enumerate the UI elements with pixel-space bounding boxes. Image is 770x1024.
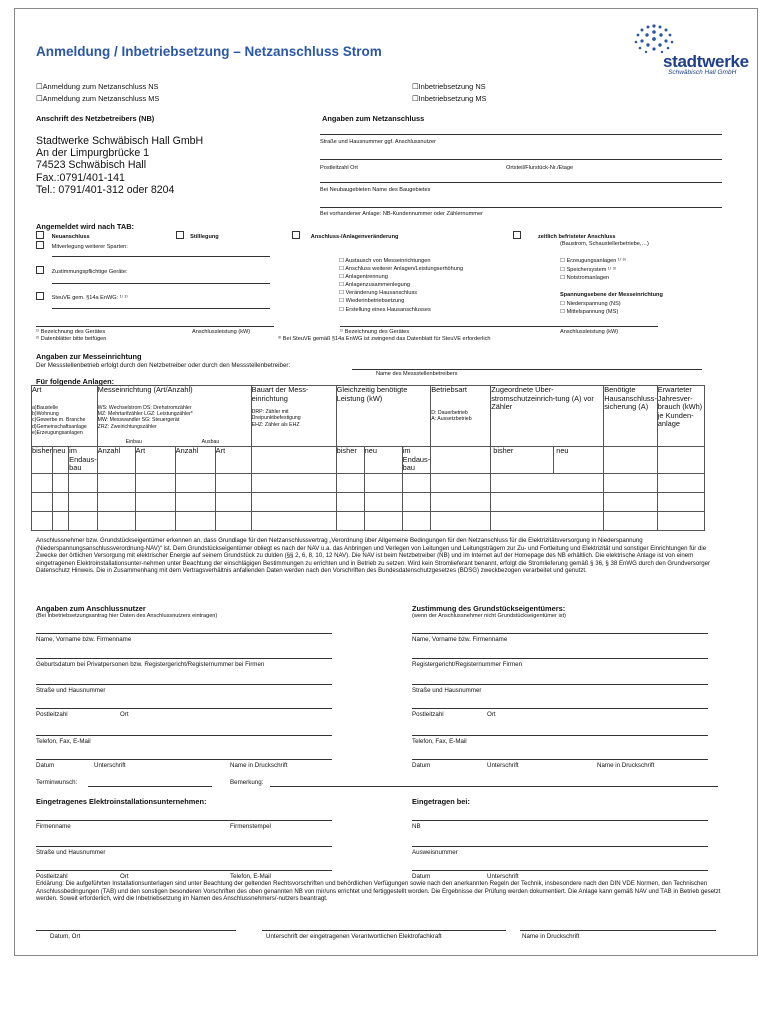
sub-neu: neu: [553, 447, 568, 473]
checkbox-icon: [36, 231, 44, 239]
art-item: b)Wohnung: [32, 410, 59, 417]
existing-field[interactable]: [320, 207, 722, 208]
footnote-1: ¹⁾ Bezeichnung des Gerätes: [36, 329, 106, 335]
owner-print-label: Name in Druckschrift: [597, 762, 655, 769]
owner-name-label: Name, Vorname bzw. Firmenname: [412, 636, 508, 643]
messe-legend: MZ: Mehrtarifzähler LGZ: Leistungzähler*: [97, 410, 193, 417]
change-option[interactable]: ☐ Veränderung Hausanschluss: [339, 290, 418, 297]
postal-field[interactable]: [320, 159, 722, 160]
operator-line: Fax.:0791/401-141: [36, 171, 125, 184]
remarks-field[interactable]: [270, 786, 718, 787]
installer-firm-label: Firmenname: [36, 823, 71, 830]
user-ort-label: Ort: [120, 711, 129, 718]
user-plz-label: Postleitzahl: [36, 711, 68, 718]
meter-operator-field[interactable]: [352, 369, 702, 370]
owner-ort-label: Ort: [487, 711, 496, 718]
art-item: e)Erzeugungsanlagen: [32, 430, 83, 437]
user-birth-field[interactable]: [36, 658, 332, 659]
art-item: a)Baustelle: [32, 404, 58, 411]
messe-legend: ZRZ: Zweirichtungszähler: [97, 423, 157, 430]
col-art-title: Art: [32, 385, 42, 394]
footer-date-label: Datum, Ort: [50, 933, 81, 940]
user-street-label: Straße und Hausnummer: [36, 687, 106, 694]
user-date-label: Datum: [36, 762, 55, 769]
street-field[interactable]: [320, 134, 722, 135]
sub-anzahl: Anzahl: [175, 447, 215, 474]
checkbox-inbetrieb-ns[interactable]: ☐Inbetriebsetzung NS: [412, 82, 486, 91]
installer-plz-label: Postleitzahl: [36, 873, 68, 880]
footnote-2: ²⁾ Datenblätter bitte beifügen: [36, 336, 107, 342]
footer-print-label: Name in Druckschrift: [522, 933, 580, 940]
change-option[interactable]: ☐ Anlagentrennung: [339, 274, 388, 281]
operator-line: Tel.: 0791/401-312 oder 8204: [36, 183, 175, 196]
steuve-field[interactable]: [52, 308, 270, 309]
sub-bisher: bisher: [336, 447, 364, 474]
temporary-label: zeitlich befristeter Anschluss: [538, 234, 616, 240]
voltage-option[interactable]: ☐ Niederspannung (NS): [560, 301, 621, 307]
sub-im: im Endaus-bau: [69, 446, 97, 472]
devices-row[interactable]: [36, 266, 128, 276]
col-art: [32, 386, 98, 447]
existing-label: Bei vorhandener Anlage: NB-Kundennummer oder Zählernummer: [320, 211, 483, 217]
owner-date-label: Datum: [412, 762, 431, 769]
table-header-row: [32, 386, 705, 447]
device-footnote-line: [36, 326, 274, 327]
change-option[interactable]: ☐ Austausch von Messeinrichtungen: [339, 258, 431, 264]
registered-nb-label: NB: [412, 823, 421, 830]
registered-id-field[interactable]: [412, 846, 708, 847]
registered-signature-label: Unterschrift: [487, 873, 519, 880]
operator-line: 74523 Schwäbisch Hall: [36, 159, 147, 172]
art-item: c)Gewerbe m. Branche: [32, 417, 86, 424]
footer-signature-field[interactable]: [262, 930, 506, 931]
installer-street-label: Straße und Hausnummer: [36, 849, 106, 856]
tab-heading: Angemeldet wird nach TAB:: [36, 222, 135, 231]
systems-table: [31, 385, 705, 531]
change-option[interactable]: ☐ Wiederinbetriebsetzung: [339, 298, 405, 305]
operator-line: Stadtwerke Schwäbisch Hall GmbH: [36, 135, 204, 147]
devices-label: Zustimmungspflichtige Geräte:: [51, 269, 128, 275]
betrieb-legend: D: Dauerbetrieb: [431, 409, 468, 416]
registered-date-label: Datum: [412, 873, 431, 880]
cell[interactable]: [604, 447, 658, 474]
right-option[interactable]: ☐ Speichersystem ¹⁾ ³⁾: [560, 266, 616, 273]
table-subheader-row: [32, 447, 705, 474]
change-option[interactable]: ☐ Anlagenzusammenlegung: [339, 282, 410, 289]
installer-firm-field[interactable]: [36, 820, 332, 821]
operator-heading: Anschrift des Netzbetreibers (NB): [36, 114, 155, 123]
ausbau-label: Ausbau: [201, 438, 220, 445]
grid-conn-heading: Angaben zum Netzanschluss: [322, 114, 425, 123]
owner-sub: (wenn der Anschlussnehmer nicht Grundstückseigentümer ist): [412, 613, 566, 619]
checkbox-icon: [36, 266, 44, 274]
wish-date-label: Terminwunsch:: [36, 779, 78, 786]
user-signature-field[interactable]: [36, 759, 332, 760]
co-laying-field[interactable]: [52, 256, 270, 257]
shutdown-label: Stilllegung: [190, 234, 219, 240]
footnote-3: ¹⁾ Bezeichnung des Gerätes: [340, 329, 410, 335]
cell[interactable]: [251, 447, 336, 474]
checkbox-icon: [36, 241, 44, 249]
voltage-heading: Spannungsebene der Messeinrichtung: [560, 292, 663, 298]
registered-id-label: Ausweisnummer: [412, 849, 458, 856]
change-label: Anschluss-/Anlagenveränderung: [310, 234, 399, 240]
steuve-row[interactable]: [36, 292, 128, 302]
sub-neu: neu: [364, 447, 402, 474]
footer-date-field[interactable]: [36, 930, 236, 931]
co-laying-row[interactable]: [36, 241, 128, 251]
checkbox-icon: [513, 231, 521, 239]
right-options: [560, 257, 626, 283]
sub-neu: neu: [53, 447, 69, 474]
col-bauart-title: Bauart der Mess-einrichtung: [251, 385, 309, 403]
owner-street-label: Straße und Hausnummer: [412, 687, 482, 694]
systems-heading: Für folgende Anlagen:: [36, 377, 115, 386]
user-birth-label: Geburtsdatum bei Privatpersonen bzw. Registergericht/Registernummer bei Firmen: [36, 661, 265, 668]
col-betrieb: [431, 386, 491, 447]
voltage-options: [560, 300, 621, 316]
col-betrieb-title: Betriebsart: [431, 385, 467, 394]
bauart-legend: EHZ: Zähler als EHZ: [251, 421, 300, 428]
sub-art: Art: [215, 447, 251, 474]
sub-zuge-split: [491, 447, 604, 474]
logo-wordmark: stadtwerke: [663, 52, 749, 71]
meter-text: Der Messstellenbetrieb erfolgt durch den Netzbetreiber oder durch den Messstellenbetreiber:: [36, 362, 291, 369]
logo-subtitle: Schwäbisch Hall GmbH: [668, 69, 737, 76]
operator-address: [36, 135, 203, 196]
user-heading: Angaben zum Anschlussnutzer: [36, 604, 146, 613]
owner-reg-label: Registergericht/Registernummer Firmen: [412, 661, 523, 668]
user-plz-field[interactable]: [36, 708, 332, 709]
table-row[interactable]: [32, 511, 705, 530]
meter-name-label: Name des Messstellenbetreibers: [376, 371, 458, 377]
cell[interactable]: [657, 447, 704, 474]
owner-signature-label: Unterschrift: [487, 762, 519, 769]
registered-signature-field[interactable]: [412, 870, 708, 871]
betrieb-legend: A: Aussetzbetrieb: [431, 415, 472, 422]
sub-anzahl: Anzahl: [97, 447, 135, 474]
installer-ort-label: Ort: [120, 873, 129, 880]
owner-phone-label: Telefon, Fax, E-Mail: [412, 738, 467, 745]
temporary-sub: (Baustrom, Schaustellerbetriebe,…): [560, 241, 649, 247]
device-footnote-line: [340, 326, 658, 327]
owner-street-field[interactable]: [412, 684, 708, 685]
declaration-text: Erklärung: Die aufgeführten Installationsunterlagen sind unter Beachtung der geltenden Rechtsvorschriften und behördlichen Verfügungen sowie nach den anerkannten Regeln der Technik, insbesondere nach den DIN VDE Normen, den Technischen Anschlussbedingungen (TAB) und den sonstigen besonderen Vorschriften des oben genannten NB von mir/uns errichtet und fertiggestellt worden. Die Ergebnisse der Prüfung werden dokumentiert. Die Anlage kann gemäß NAV und TAB in Betrieb gesetzt werden. Soweit erforderlich, wird die Inbetriebsetzung im Namen des Anschlussnehmers/-nutzers beantragt.: [36, 880, 721, 903]
newarea-field[interactable]: [320, 182, 722, 183]
right-option[interactable]: ☐ Notstromanlagen: [560, 275, 610, 282]
footnote-3b: Anschlussleistung (kW): [560, 329, 619, 335]
footnote-1b: Anschlussleistung (kW): [192, 329, 251, 335]
messe-legend: MW: Messwandler SG: Steuergerät: [97, 417, 180, 424]
checkbox-temporary[interactable]: [513, 231, 616, 241]
user-phone-field[interactable]: [36, 735, 332, 736]
steuve-label: SteuVE gem. §14a EnWG: ¹⁾ ²⁾: [51, 295, 128, 301]
footnote-4: ³⁾ Bei SteuVE gemäß §14a EnWG ist zwingend das Datenblatt für SteuVE erforderlich: [278, 336, 491, 342]
user-name-field[interactable]: [36, 633, 332, 634]
bauart-legend: Dreipunktbefestigung: [251, 415, 301, 422]
wish-date-field[interactable]: [88, 786, 212, 787]
user-name-label: Name, Vorname bzw. Firmenname: [36, 636, 132, 643]
page-title: Anmeldung / Inbetriebsetzung – Netzanschluss Strom: [36, 44, 382, 59]
change-options: [339, 257, 463, 314]
cell[interactable]: [431, 447, 491, 474]
owner-name-field[interactable]: [412, 633, 708, 634]
registered-heading: Eingetragen bei:: [412, 797, 470, 806]
postal-label: Postleitzahl Ort: [320, 165, 358, 171]
col-messe-title: Messeinrichtung (Art/Anzahl): [97, 385, 193, 394]
user-street-field[interactable]: [36, 684, 332, 685]
installer-heading: Eingetragenes Elektroinstallationsunternehmen:: [36, 797, 207, 806]
checkbox-inbetrieb-ms[interactable]: ☐Inbetriebsetzung MS: [412, 94, 487, 103]
user-sub: (Bei Inbetriebsetzungsantrag hier Daten des Anschlussnutzers eintragen): [36, 613, 218, 619]
owner-reg-field[interactable]: [412, 658, 708, 659]
checkbox-new[interactable]: [36, 231, 90, 241]
newarea-label: Bei Neubaugebieten Name des Baugebietes: [320, 187, 431, 193]
user-print-label: Name in Druckschrift: [230, 762, 288, 769]
footer-print-field[interactable]: [520, 930, 716, 931]
installer-street-field[interactable]: [36, 846, 332, 847]
co-laying-label: Mitverlegung weiterer Sparten:: [51, 244, 128, 250]
col-erwartet: Erwarteter Jahresver-brauch (kWh) je Kunden-anlage: [657, 386, 704, 447]
col-gleich: Gleichzeitig benötigte Leistung (kW): [336, 386, 431, 447]
change-option[interactable]: ☐ Erstellung eines Hausanschlusses: [339, 306, 431, 313]
sub-bisher: bisher: [32, 447, 53, 474]
district-label: Ortsteil/Flurstück-Nr./Etage: [506, 165, 574, 171]
user-signature-label: Unterschrift: [94, 762, 126, 769]
installer-phone-label: Telefon, E-Mail: [230, 873, 271, 880]
installer-stamp-label: Firmenstempel: [230, 823, 271, 830]
bauart-legend: DRP: Zähler mit: [251, 409, 289, 415]
installer-address-field[interactable]: [36, 870, 332, 871]
meter-heading: Angaben zur Messeinrichtung: [36, 352, 142, 361]
col-zuge: Zugeordnete Über-stromschutzeinrich-tung (A) vor Zähler: [491, 386, 604, 447]
right-option[interactable]: ☐ Erzeugungsanlagen ¹⁾ ³⁾: [560, 258, 626, 264]
voltage-option[interactable]: ☐ Mittelspannung (MS): [560, 309, 619, 316]
col-benoe: Benötigte Hausanschluss-sicherung (A): [604, 386, 658, 447]
new-label: Neuanschluss: [51, 234, 90, 240]
messe-legend: WS: Wechselstrom DS: Drehstromzähler: [97, 404, 192, 411]
change-option[interactable]: ☐ Anschluss weiterer Anlagen/Leistungserhöhung: [339, 266, 464, 273]
checkbox-icon: [176, 231, 184, 239]
col-messe: [97, 386, 251, 447]
sub-art: Art: [135, 447, 175, 474]
owner-plz-field[interactable]: [412, 708, 708, 709]
art-item: d)Gemeinschaftsanlage: [32, 423, 87, 430]
table-row[interactable]: [32, 492, 705, 511]
owner-plz-label: Postleitzahl: [412, 711, 444, 718]
registered-nb-field[interactable]: [412, 820, 708, 821]
footer-signature-label: Unterschrift der eingetragenen Verantwortlichen Elektrofachkraft: [266, 933, 442, 940]
owner-phone-field[interactable]: [412, 735, 708, 736]
checkbox-change[interactable]: [292, 231, 398, 241]
sub-bisher: bisher: [493, 446, 514, 455]
remarks-label: Bemerkung:: [230, 779, 264, 786]
owner-heading: Zustimmung des Grundstückseigentümers:: [412, 604, 566, 613]
owner-signature-field[interactable]: [412, 759, 708, 760]
operator-line: An der Limpurgbrücke 1: [36, 147, 150, 160]
devices-field[interactable]: [52, 283, 270, 284]
checkbox-icon: [292, 231, 300, 239]
street-label: Straße und Hausnummer ggf. Anschlussnutzer: [320, 139, 436, 145]
logo-dots-icon: [630, 22, 678, 56]
legal-text: Anschlussnehmer bzw. Grundstückseigentümer erkennen an, dass Grundlage für den Netzanschlussvertrag „Verordnung über Allgemeine Bedingungen für den Netzanschluss für die Elektrizitätsversorgung in Niederspannung (Niederspannungsanschlussverordnung-NAV)“ ist. Dem Grundstückseigentümer obliegt es nach der NAV u.a. das Anbringen und Verlegen von Leitungen und Leitungsträgern zur Zu- und Fortleitung und Elektrizität und sonstiger Einrichtungen für die Zwecke der örtlichen Versorgung mit elektrischer Energie auf seinem Grundstück zu dulden (§§ 2, 6, 8, 10, 12 NAV). Die NAV ist beim Netzbetreiber (NB) und im Internet auf der Homepage des NB erhältlich. Die elektrische Anlage ist von einem eingetragenen Elektroinstallationsunter-nehmen unter Beachtung der einschlägigen Bestimmungen zu errichten und in Betrieb zu setzen. Wird kein Stromlieferant benannt, erfolgt die Stromlieferung gemäß § 36, § 38 EnWG durch den Grundversorger Datenschutz Hinweis. Die in Zusammenhang mit dem Vertragsverhältnis anfallenden Daten werden nach den Vorschriften des Bundesdatenschutzgesetzes (BDSG) zweckbezogen verarbeitet und genutzt.: [36, 537, 711, 575]
checkbox-icon: [36, 292, 44, 300]
checkbox-anmeldung-ns[interactable]: ☐Anmeldung zum Netzanschluss NS: [36, 82, 159, 91]
einbau-label: Einbau: [125, 438, 142, 445]
checkbox-anmeldung-ms[interactable]: ☐Anmeldung zum Netzanschluss MS: [36, 94, 160, 103]
user-phone-label: Telefon, Fax, E-Mail: [36, 738, 91, 745]
checkbox-shutdown[interactable]: [176, 231, 219, 241]
col-bauart: [251, 386, 336, 447]
sub-im: im Endaus-bau: [402, 446, 431, 472]
table-row[interactable]: [32, 473, 705, 492]
